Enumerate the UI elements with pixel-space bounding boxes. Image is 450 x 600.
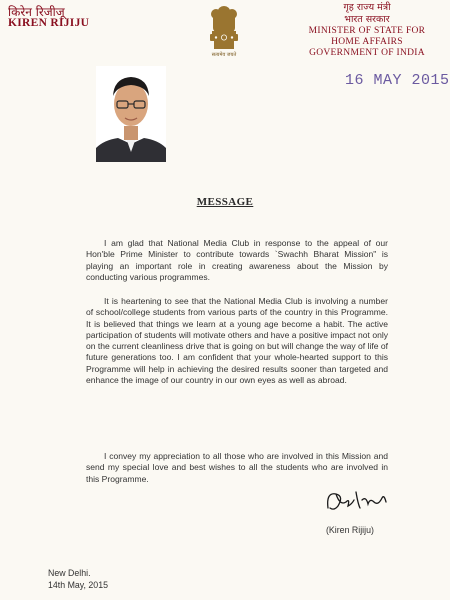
office-english-line1: MINISTER OF STATE FOR <box>308 26 426 36</box>
message-paragraph-2: It is heartening to see that the National Media Club is involving a number of school/college students from various parts of the country in this Programme. It is believed that things we learn at a young age become a habit. The active participation of students will motivate others and have a positive impact not only on the current cleanliness drive that is going on but will change the way of life of future generations too. I am confident that your whole-hearted support to this Programme will help in achieving the desired results sooner than targeted and enhance the image of our country in our own eyes as well as abroad. <box>86 296 388 385</box>
national-emblem-icon <box>204 2 244 52</box>
office-english-line2: HOME AFFAIRS <box>331 37 403 47</box>
office-hindi-line1: गृह राज्य मंत्री <box>343 2 391 13</box>
sender-name-hindi: किरेन रिजीजू <box>8 5 65 19</box>
letter-place: New Delhi. <box>48 568 91 578</box>
message-paragraph-3: I convey my appreciation to all those who are involved in this Mission and send my special love and best wishes to all the students who are involved in this Programme. <box>86 451 388 484</box>
sender-name-english: KIREN RIJIJU <box>8 17 90 29</box>
office-english-line3: GOVERNMENT OF INDIA <box>309 48 425 58</box>
emblem-motto: सत्यमेव जयते <box>211 52 237 58</box>
office-hindi-line2: भारत सरकार <box>344 14 390 25</box>
date-stamp: 16 MAY 2015 <box>345 72 450 89</box>
office-designation <box>292 2 442 59</box>
portrait-image <box>96 66 166 162</box>
message-paragraph-1: I am glad that National Media Club in response to the appeal of our Hon'ble Prime Minister to contribute towards `Swachh Bharat Mission" is playing an important role in creating awareness about the Mission by conducting various programmes. <box>86 238 388 282</box>
letter-date: 14th May, 2015 <box>48 580 108 590</box>
message-heading: MESSAGE <box>196 196 254 208</box>
signatory-name: (Kiren Rijiju) <box>326 525 374 535</box>
handwritten-signature <box>322 486 392 516</box>
portrait-photo <box>96 66 166 162</box>
